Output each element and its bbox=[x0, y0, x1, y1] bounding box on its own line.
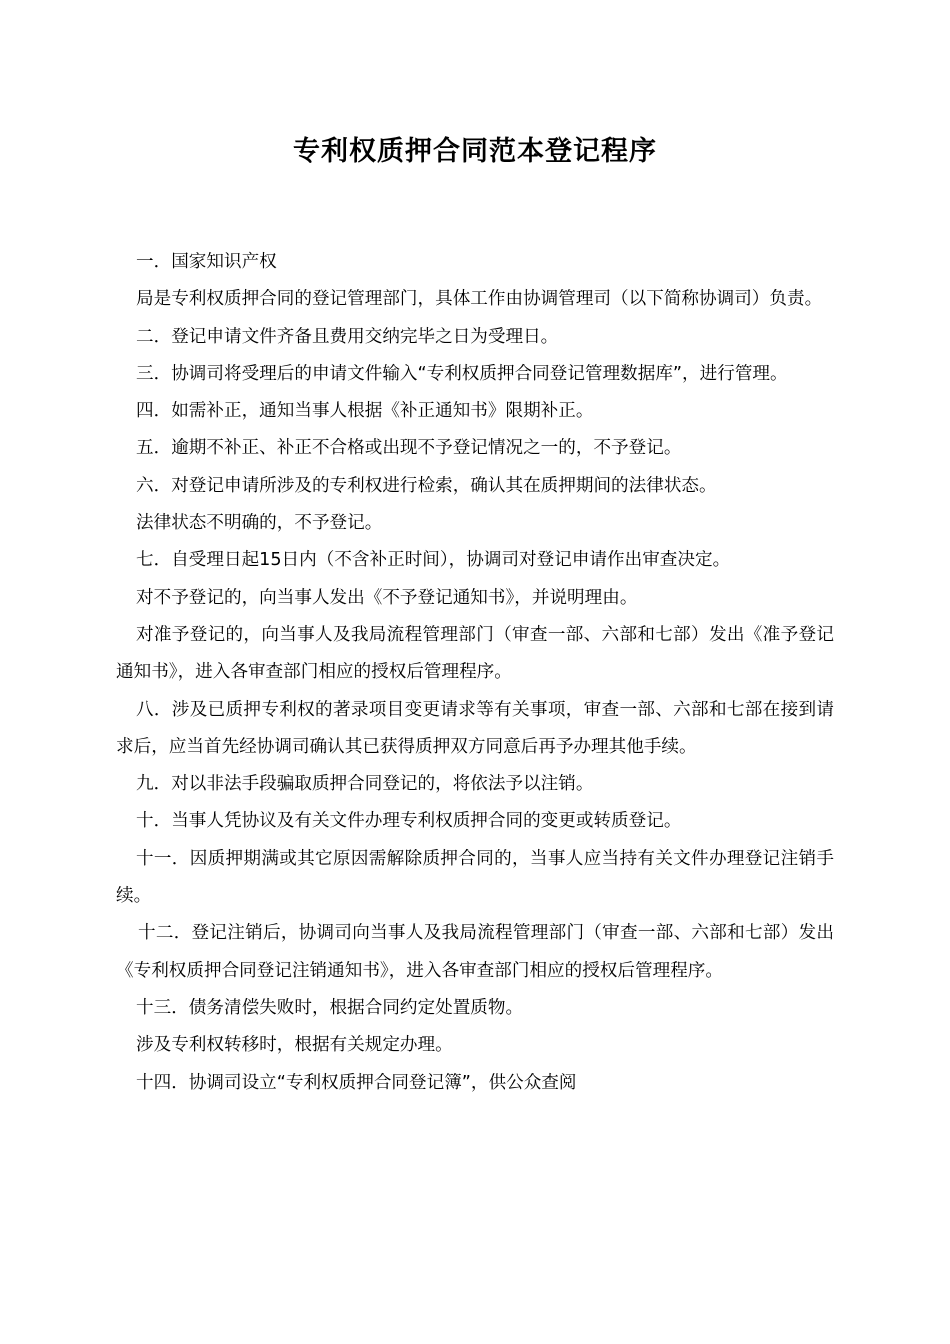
paragraph-17: 十三．债务清偿失败时，根据合同约定处置质物。 bbox=[136, 997, 524, 1018]
paragraph-16: 十二．登记注销后，协调司向当事人及我局流程管理部门（审查一部、六部和七部）发出《专利权质押合同登记注销通知书》，进入各审查部门相应的授权后管理程序。 bbox=[116, 923, 834, 981]
paragraph-10: 对不予登记的，向当事人发出《不予登记通知书》，并说明理由。 bbox=[136, 587, 638, 608]
paragraph-2: 局是专利权质押合同的登记管理部门，具体工作由协调管理司（以下简称协调司）负责。 bbox=[136, 289, 823, 310]
paragraph-8: 法律状态不明确的，不予登记。 bbox=[136, 513, 383, 534]
paragraph-1: 一．国家知识产权 bbox=[136, 252, 277, 272]
document-body bbox=[116, 244, 834, 1102]
paragraph-4: 三．协调司将受理后的申请文件输入“专利权质押合同登记管理数据库”，进行管理。 bbox=[136, 363, 788, 384]
paragraph-3: 二．登记申请文件齐备且费用交纳完毕之日为受理日。 bbox=[136, 326, 559, 347]
paragraph-13: 九．对以非法手段骗取质押合同登记的，将依法予以注销。 bbox=[136, 774, 594, 795]
paragraph-9: 七．自受理日起15日内（不含补正时间），协调司对登记申请作出审查决定。 bbox=[136, 550, 731, 571]
paragraph-7: 六．对登记申请所涉及的专利权进行检索，确认其在质押期间的法律状态。 bbox=[136, 475, 717, 496]
paragraph-12: 八．涉及已质押专利权的著录项目变更请求等有关事项，审查一部、六部和七部在接到请求后，应当首先经协调司确认其已获得质押双方同意后再予办理其他手续。 bbox=[116, 699, 834, 757]
paragraph-5: 四．如需补正，通知当事人根据《补正通知书》限期补正。 bbox=[136, 401, 594, 422]
document-title: 专利权质押合同范本登记程序 bbox=[293, 136, 657, 167]
paragraph-19: 十四．协调司设立“专利权质押合同登记簿”，供公众查阅 bbox=[136, 1072, 577, 1093]
paragraph-15: 十一．因质押期满或其它原因需解除质押合同的，当事人应当持有关文件办理登记注销手续。 bbox=[116, 848, 834, 907]
paragraph-6: 五．逾期不补正、补正不合格或出现不予登记情况之一的，不予登记。 bbox=[136, 438, 682, 459]
paragraph-18: 涉及专利权转移时，根据有关规定办理。 bbox=[136, 1035, 453, 1056]
paragraph-11: 对准予登记的，向当事人及我局流程管理部门（审查一部、六部和七部）发出《准予登记通知书》，进入各审查部门相应的授权后管理程序。 bbox=[116, 624, 834, 683]
paragraph-14: 十．当事人凭协议及有关文件办理专利权质押合同的变更或转质登记。 bbox=[136, 811, 682, 832]
